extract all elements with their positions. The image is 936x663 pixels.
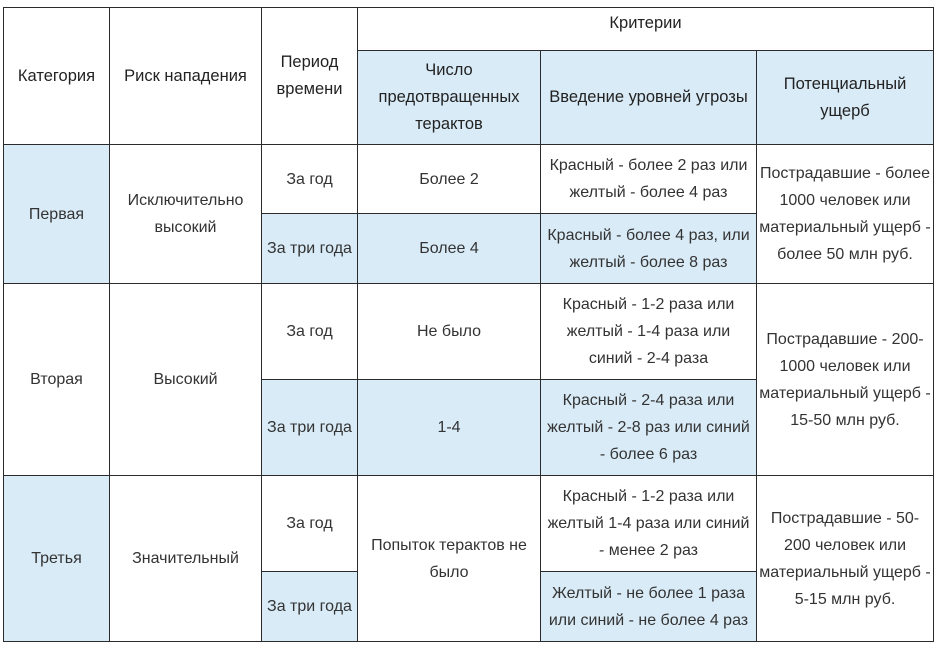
cell-damage-first: Пострадавшие - более 1000 человек или материальный ущерб - более 50 млн руб. <box>757 145 934 284</box>
cell-threat: Красный - 2-4 раза или желтый - 2-8 раз или синий - более 6 раз <box>541 380 757 476</box>
cell-prevented: Более 4 <box>358 214 541 284</box>
header-criteria: Критерии <box>358 8 934 51</box>
cell-threat: Красный - более 4 раз, или желтый - более 8 раз <box>541 214 757 284</box>
cell-period: За три года <box>262 380 358 476</box>
header-risk: Риск нападения <box>110 8 262 145</box>
table-row <box>4 284 934 380</box>
cell-risk-first: Исключительно высокий <box>110 145 262 284</box>
cell-threat: Красный - более 2 раз или желтый - более 4 раз <box>541 145 757 214</box>
cell-damage-third: Пострадавшие - 50-200 человек или материальный ущерб - 5-15 млн руб. <box>757 476 934 642</box>
cell-prevented-third: Попыток терактов не было <box>358 476 541 642</box>
cell-threat: Красный - 1-2 раза или желтый - 1-4 раза или синий - 2-4 раза <box>541 284 757 380</box>
table-row <box>4 145 934 214</box>
header-period: Период времени <box>262 8 358 145</box>
cell-risk-third: Значительный <box>110 476 262 642</box>
cell-prevented: 1-4 <box>358 380 541 476</box>
cell-damage-second: Пострадавшие - 200-1000 человек или материальный ущерб - 15-50 млн руб. <box>757 284 934 476</box>
cell-risk-second: Высокий <box>110 284 262 476</box>
cell-period: За год <box>262 284 358 380</box>
terror-threat-criteria-table <box>3 7 934 642</box>
cell-period: За три года <box>262 572 358 642</box>
cell-threat: Желтый - не более 1 раза или синий - не более 4 раз <box>541 572 757 642</box>
cell-prevented: Более 2 <box>358 145 541 214</box>
table-row <box>4 476 934 572</box>
cell-threat: Красный - 1-2 раза или желтый 1-4 раза или синий - менее 2 раз <box>541 476 757 572</box>
cell-period: За год <box>262 145 358 214</box>
header-threat-levels: Введение уровней угрозы <box>541 51 757 145</box>
header-row-top <box>4 8 934 51</box>
header-category: Категория <box>4 8 110 145</box>
cell-prevented: Не было <box>358 284 541 380</box>
header-prevented: Число предотвращенных терактов <box>358 51 541 145</box>
cell-period: За год <box>262 476 358 572</box>
cell-category-first: Первая <box>4 145 110 284</box>
cell-category-third: Третья <box>4 476 110 642</box>
cell-period: За три года <box>262 214 358 284</box>
header-damage: Потенциальный ущерб <box>757 51 934 145</box>
cell-category-second: Вторая <box>4 284 110 476</box>
